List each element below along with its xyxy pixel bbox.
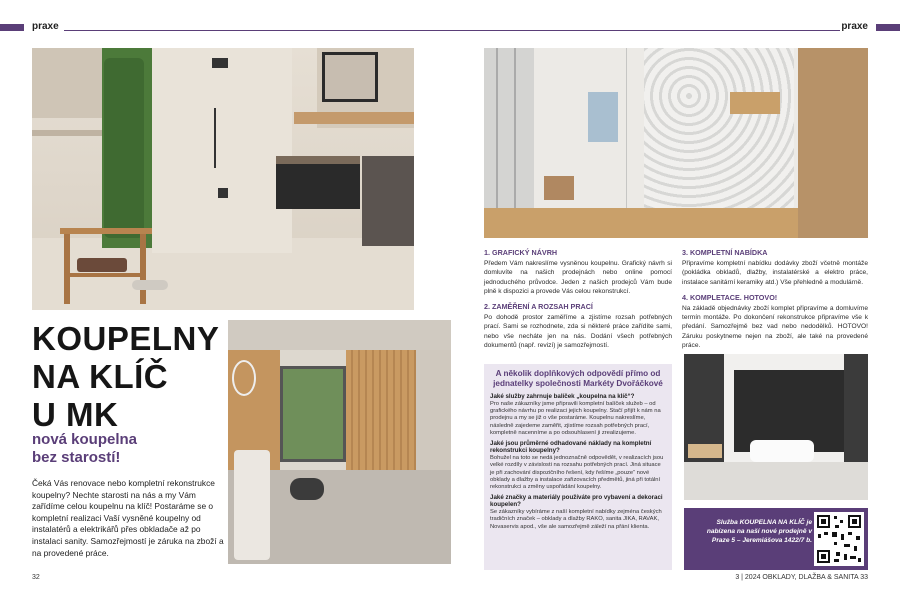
faq-answer-1: Pro naše zákazníky jsme připravili kompletní balíček služeb – od grafického návrhu po realizaci jejich koupelny. Stačí přijít k nám na prodejnu a my se již o vše postaráme. Koupelnu nakreslíme, následně zajedeme zaměřit, zjistíme rozsah potřebných prací, kompletně nacenníme a po odsouhlasení ji zrealizujeme. <box>490 400 661 437</box>
title-line-3: U MK <box>32 396 119 433</box>
promo-text: Služba KOUPELNA NA KLÍČ je nabízena na naší nové prodejně v Praze 5 – Jeremiášova 1422/7 b. <box>706 519 812 544</box>
page-title <box>32 320 219 434</box>
faq-question-1: Jaké služby zahrnuje balíček „koupelna na klíč“? <box>490 393 635 400</box>
bathroom-photo-shower <box>484 48 868 238</box>
steps-column-right <box>682 248 868 356</box>
header-accent-left <box>0 24 24 31</box>
step-heading-1: 1. GRAFICKÝ NÁVRH <box>484 248 558 257</box>
bathroom-photo-main <box>32 48 414 310</box>
subtitle-line-1: nová koupelna <box>32 431 138 448</box>
intro-paragraph: Čeká Vás renovace nebo kompletní rekonstrukce koupelny? Nechte starosti na nás a my Vám zařídíme celou koupelnu na klíč! Postaráme se o kompletní realizaci Vaší vysněné koupelny od instalatérů a elektrikářů přes obkladače až po instalaci sanity. Samozřejmostí je záruka na zboží a na provedené práce. <box>32 478 224 558</box>
faq-answer-2: Bohužel na toto se nedá jednoznačně odpovědět, v realizacích jsou velké rozdíly v závislosti na rozsahu potřebných prací. Jiná situace je při zachování dispozičního řešení, kdy řešíme „pouze“ nové obklady a dlažby a instalace zařizovacích předmětů, jiná při totální rekonstrukci a změny uspořádání koupelny. <box>490 454 664 491</box>
step-heading-4: 4. KOMPLETACE. HOTOVO! <box>682 292 778 302</box>
header-rule <box>64 30 840 31</box>
faq-box <box>484 364 672 570</box>
step-heading-3: 3. KOMPLETNÍ NABÍDKA <box>682 248 768 257</box>
promo-box <box>684 508 868 570</box>
bathroom-photo-bathtub <box>684 354 868 500</box>
step-heading-2: 2. ZAMĚŘENÍ A ROZSAH PRACÍ <box>484 302 593 312</box>
subtitle <box>32 431 212 467</box>
faq-answer-3: Se zákazníky vybíráme z naší kompletní nabídky zejména českých tradičních značek – obklady a dlažby RAKO, sanita JIKA, RAVAK, Novaservis apod., vše ale samozřejmě záleží na přání klienta. <box>490 509 662 530</box>
page-number-left: 32 <box>32 574 40 581</box>
faq-title: A několik doplňkových odpovědí přímo od jednatelky společnosti Markéty Dvořáčkové <box>493 369 663 388</box>
faq-question-3: Jaké značky a materiály používáte pro vybavení a dekoraci koupelen? <box>490 493 663 509</box>
section-label-right: praxe <box>841 21 868 32</box>
title-line-1: KOUPELNY <box>32 320 220 357</box>
page-number-right: 3 | 2024 OBKLADY, DLAŽBA & SANITA 33 <box>735 574 868 581</box>
steps-column-left <box>484 248 672 356</box>
faq-question-2: Jaké jsou průměrné odhadované náklady na kompletní rekonstrukci koupelny? <box>490 439 652 455</box>
section-label-left: praxe <box>32 21 59 32</box>
step-text-2: Po dohodě prostor zaměříme a zjistíme rozsah potřebných prací. Sami se rozhodnete, zda si některé práce zařídíte sami, nebo vše necháte jen na nás. Dodání všech potřebných dokumentů (např. revizí) je samozřejmostí. <box>484 314 672 349</box>
step-text-4: Na základě objednávky zboží komplet připravíme a domluvíme termín montáže. Po dokončení rekonstrukce připravíme vše k předání. Samozřejmě bez vad nebo nedodělků. HOTOVO! Záruku poskytneme nejen na zboží, ale také na provedené práce. <box>682 305 868 349</box>
header-accent-right <box>876 24 900 31</box>
step-text-3: Připravíme kompletní nabídku dodávky zboží včetně montáže (pokládka obkladů, dlažby, instalatérské a elektro práce, instalace sanitární keramiky atd.) Vše přehledně a modulárně. <box>682 260 868 286</box>
qr-code-icon <box>814 512 864 566</box>
bathroom-photo-window <box>228 320 451 564</box>
step-text-1: Předem Vám nakreslíme vysněnou koupelnu. Grafický návrh si domluvíte na našich prodejnách nebo online pomocí jednoduchého průvodce. Jeden z našich prodejců Vám bude plně k dispozici a provede Vás celou rekonstrukcí. <box>484 260 672 295</box>
subtitle-line-2: bez starostí! <box>32 449 121 466</box>
title-line-2: NA KLÍČ <box>32 358 169 395</box>
